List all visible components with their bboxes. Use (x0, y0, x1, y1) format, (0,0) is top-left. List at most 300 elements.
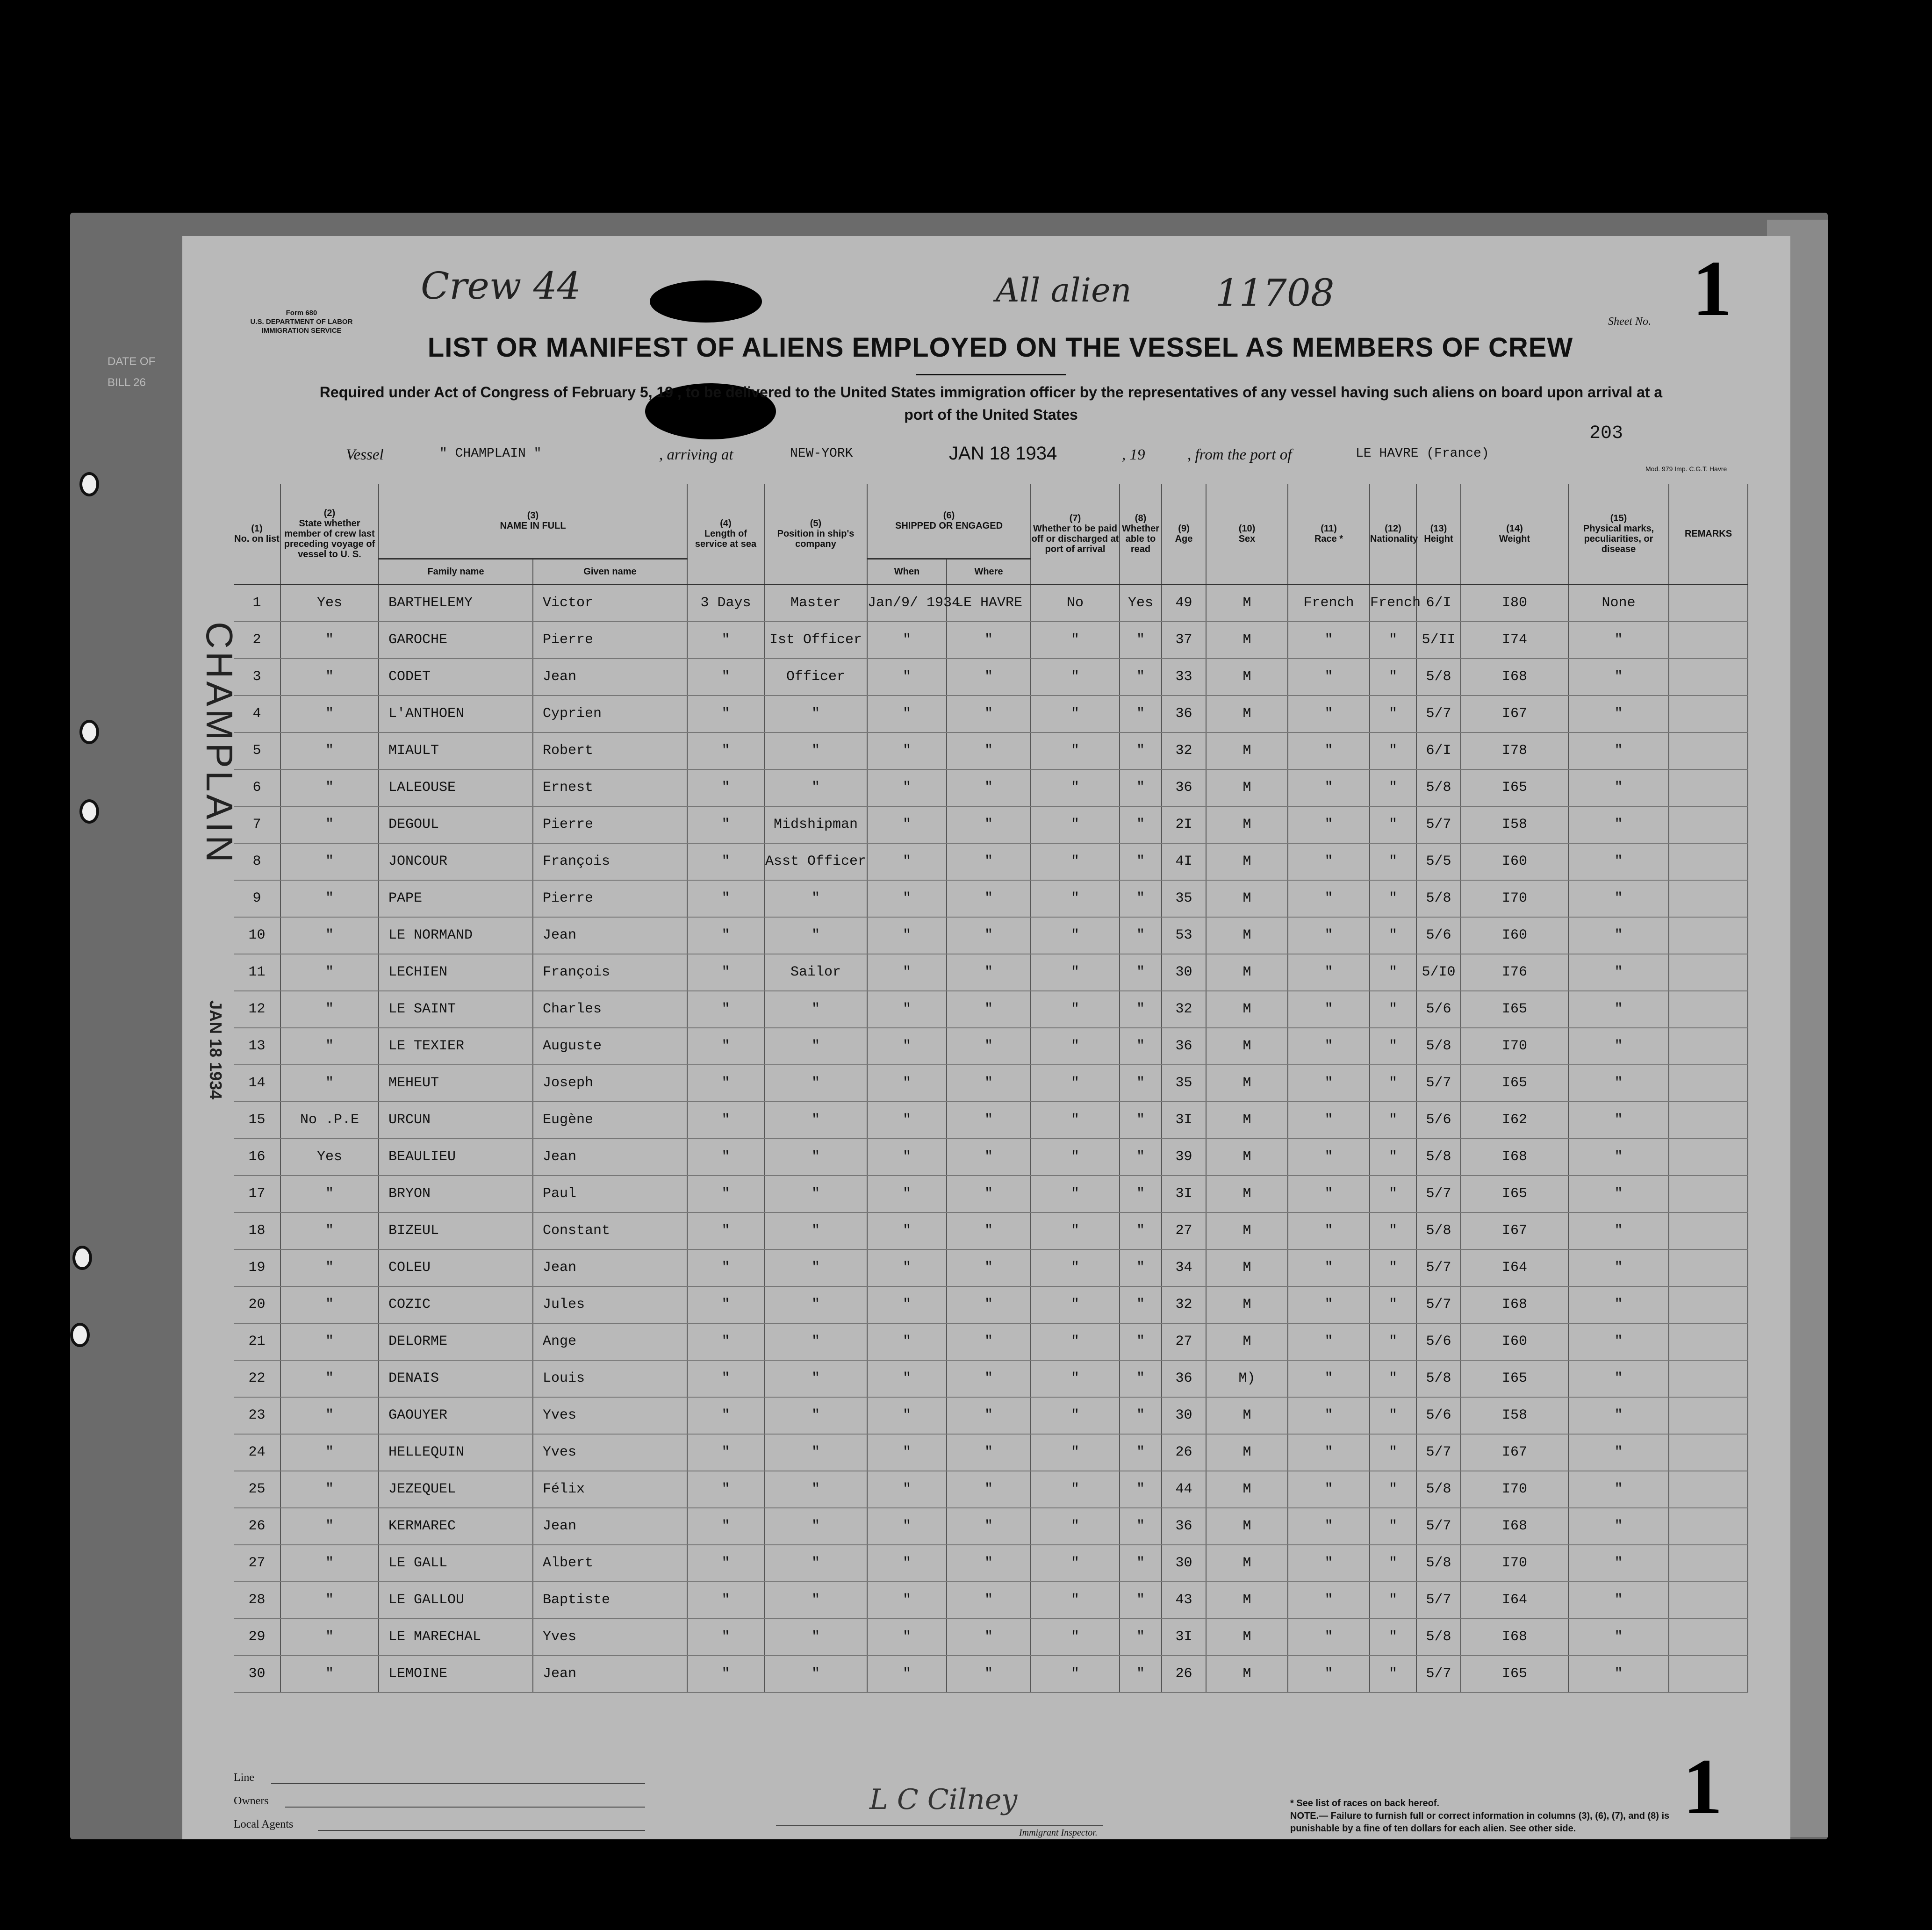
table-row (234, 1286, 1748, 1323)
cell-nat: " (1370, 659, 1416, 696)
cell-when: " (867, 696, 947, 732)
cell-weight: I70 (1461, 1545, 1568, 1582)
cell-nat: " (1370, 917, 1416, 954)
cell-age: 37 (1162, 622, 1206, 659)
cell-nat: " (1370, 1213, 1416, 1249)
cell-sex: M (1206, 1323, 1288, 1360)
cell-remarks (1669, 1582, 1748, 1619)
col-where: Where (947, 559, 1031, 584)
table-row (234, 1323, 1748, 1360)
cell-when: " (867, 622, 947, 659)
inspector-signature: L C Cilney (869, 1783, 1018, 1816)
cell-age: 3I (1162, 1102, 1206, 1139)
cell-nat: " (1370, 954, 1416, 991)
cell-family: COLEU (379, 1249, 533, 1286)
table-row (234, 1028, 1748, 1065)
cell-family: BIZEUL (379, 1213, 533, 1249)
cell-when: " (867, 1360, 947, 1397)
cell-position: Midshipman (764, 806, 867, 843)
cell-race: " (1288, 954, 1370, 991)
cell-remarks (1669, 880, 1748, 917)
cell-race: French (1288, 584, 1370, 622)
cell-weight: I64 (1461, 1582, 1568, 1619)
cell-paid: " (1031, 659, 1120, 696)
cell-paid: " (1031, 1065, 1120, 1102)
cell-service: " (687, 1213, 764, 1249)
cell-nat: " (1370, 1102, 1416, 1139)
cell-weight: I68 (1461, 1508, 1568, 1545)
col-height: (13) Height (1416, 484, 1461, 584)
cell-weight: I65 (1461, 1360, 1568, 1397)
cell-family: LE GALLOU (379, 1582, 533, 1619)
cell-prev: " (280, 1176, 379, 1213)
cell-given: Paul (533, 1176, 687, 1213)
cell-height: 5/II (1416, 622, 1461, 659)
cell-no: 15 (234, 1102, 280, 1139)
cell-sex: M (1206, 1176, 1288, 1213)
cell-marks: " (1568, 769, 1669, 806)
cell-read: " (1120, 1545, 1162, 1582)
cell-sex: M) (1206, 1360, 1288, 1397)
cell-paid: " (1031, 1656, 1120, 1693)
cell-given: Félix (533, 1471, 687, 1508)
cell-where: " (947, 1028, 1031, 1065)
cell-weight: I68 (1461, 659, 1568, 696)
cell-where: " (947, 880, 1031, 917)
cell-service: " (687, 696, 764, 732)
cell-remarks (1669, 1249, 1748, 1286)
table-row (234, 954, 1748, 991)
cell-when: " (867, 1176, 947, 1213)
cell-position: " (764, 1656, 867, 1693)
cell-weight: I68 (1461, 1139, 1568, 1176)
cell-position: " (764, 1545, 867, 1582)
cell-height: 5/6 (1416, 1397, 1461, 1434)
cell-prev: Yes (280, 584, 379, 622)
cell-no: 25 (234, 1471, 280, 1508)
cell-family: DELORME (379, 1323, 533, 1360)
cell-nat: " (1370, 1139, 1416, 1176)
cell-sex: M (1206, 954, 1288, 991)
cell-given: Auguste (533, 1028, 687, 1065)
cell-marks: " (1568, 1139, 1669, 1176)
cell-service: " (687, 991, 764, 1028)
cell-where: " (947, 1102, 1031, 1139)
cell-no: 27 (234, 1545, 280, 1582)
cell-position: " (764, 1323, 867, 1360)
cell-nat: " (1370, 1545, 1416, 1582)
cell-paid: " (1031, 1360, 1120, 1397)
cell-given: Victor (533, 584, 687, 622)
cell-race: " (1288, 1508, 1370, 1545)
cell-marks: " (1568, 1397, 1669, 1434)
cell-read: " (1120, 1360, 1162, 1397)
cell-no: 2 (234, 622, 280, 659)
cell-paid: " (1031, 991, 1120, 1028)
cell-weight: I67 (1461, 1434, 1568, 1471)
cell-service: " (687, 1323, 764, 1360)
cell-prev: " (280, 622, 379, 659)
table-row (234, 1249, 1748, 1286)
cell-sex: M (1206, 584, 1288, 622)
line-field (271, 1783, 645, 1784)
cell-no: 17 (234, 1176, 280, 1213)
table-row (234, 1471, 1748, 1508)
cell-race: " (1288, 732, 1370, 769)
cell-when: " (867, 1213, 947, 1249)
cell-service: " (687, 1619, 764, 1656)
cell-when: " (867, 917, 947, 954)
cell-when: " (867, 732, 947, 769)
cell-position: " (764, 696, 867, 732)
cell-when: " (867, 1508, 947, 1545)
cell-family: LE TEXIER (379, 1028, 533, 1065)
cell-remarks (1669, 1176, 1748, 1213)
from-port-label: , from the port of (1187, 446, 1292, 463)
cell-race: " (1288, 696, 1370, 732)
cell-read: " (1120, 880, 1162, 917)
owners-field (285, 1807, 645, 1808)
cell-marks: " (1568, 806, 1669, 843)
cell-age: 32 (1162, 732, 1206, 769)
redaction-mark (650, 280, 762, 323)
cell-service: " (687, 1434, 764, 1471)
cell-race: " (1288, 1397, 1370, 1434)
cell-given: Robert (533, 732, 687, 769)
cell-where: " (947, 843, 1031, 880)
cell-no: 22 (234, 1360, 280, 1397)
cell-family: LE SAINT (379, 991, 533, 1028)
cell-when: " (867, 659, 947, 696)
cell-height: 5/8 (1416, 1545, 1461, 1582)
cell-marks: " (1568, 843, 1669, 880)
cell-where: " (947, 1360, 1031, 1397)
col-previous-voyage: (2) State whether member of crew last preceding voyage of vessel to U. S. (280, 484, 379, 584)
cell-given: Jules (533, 1286, 687, 1323)
col-remarks: REMARKS (1669, 484, 1748, 584)
line-label: Line (234, 1772, 254, 1784)
cell-race: " (1288, 806, 1370, 843)
table-row (234, 1434, 1748, 1471)
cell-given: Louis (533, 1360, 687, 1397)
cell-family: BEAULIEU (379, 1139, 533, 1176)
departure-port: LE HAVRE (France) (1356, 446, 1489, 461)
cell-no: 6 (234, 769, 280, 806)
vessel-name: " CHAMPLAIN " (439, 446, 542, 461)
cell-given: Jean (533, 1139, 687, 1176)
cell-prev: " (280, 769, 379, 806)
cell-where: " (947, 991, 1031, 1028)
binder-hole (79, 799, 99, 824)
cell-weight: I78 (1461, 732, 1568, 769)
cell-read: " (1120, 1434, 1162, 1471)
cell-height: 5/7 (1416, 1656, 1461, 1693)
cell-remarks (1669, 1434, 1748, 1471)
cell-prev: " (280, 1471, 379, 1508)
cell-age: 3I (1162, 1619, 1206, 1656)
cell-remarks (1669, 732, 1748, 769)
cell-nat: " (1370, 1656, 1416, 1693)
cell-no: 23 (234, 1397, 280, 1434)
cell-remarks (1669, 806, 1748, 843)
col-shipped-engaged: (6) SHIPPED OR ENGAGED (867, 484, 1031, 559)
cell-service: " (687, 917, 764, 954)
cell-paid: " (1031, 1102, 1120, 1139)
cell-no: 14 (234, 1065, 280, 1102)
cell-position: " (764, 732, 867, 769)
cell-family: LALEOUSE (379, 769, 533, 806)
cell-position: Ist Officer (764, 622, 867, 659)
cell-paid: " (1031, 1508, 1120, 1545)
cell-prev: " (280, 1286, 379, 1323)
cell-given: François (533, 843, 687, 880)
cell-position: Asst Officer (764, 843, 867, 880)
cell-read: " (1120, 1065, 1162, 1102)
cell-prev: " (280, 1360, 379, 1397)
cell-nat: " (1370, 806, 1416, 843)
cell-position: Sailor (764, 954, 867, 991)
cell-weight: I70 (1461, 1028, 1568, 1065)
cell-weight: I60 (1461, 843, 1568, 880)
cell-race: " (1288, 1065, 1370, 1102)
table-row (234, 1508, 1748, 1545)
cell-service: " (687, 1545, 764, 1582)
cell-given: Jean (533, 1656, 687, 1693)
cell-age: 27 (1162, 1213, 1206, 1249)
cell-prev: No .P.E (280, 1102, 379, 1139)
cell-read: " (1120, 1249, 1162, 1286)
cell-given: Ange (533, 1323, 687, 1360)
cell-marks: " (1568, 1213, 1669, 1249)
cell-prev: " (280, 1434, 379, 1471)
cell-marks: " (1568, 1323, 1669, 1360)
cell-race: " (1288, 1176, 1370, 1213)
cell-read: " (1120, 659, 1162, 696)
cell-height: 5/7 (1416, 1176, 1461, 1213)
cell-weight: I60 (1461, 917, 1568, 954)
cell-height: 5/7 (1416, 806, 1461, 843)
cell-marks: " (1568, 1582, 1669, 1619)
cell-service: " (687, 1028, 764, 1065)
table-row (234, 769, 1748, 806)
cell-marks: None (1568, 584, 1669, 622)
cell-race: " (1288, 1619, 1370, 1656)
cell-race: " (1288, 1582, 1370, 1619)
cell-age: 27 (1162, 1323, 1206, 1360)
cell-nat: " (1370, 769, 1416, 806)
cell-age: 35 (1162, 880, 1206, 917)
cell-marks: " (1568, 1434, 1669, 1471)
cell-sex: M (1206, 659, 1288, 696)
cell-service: " (687, 1065, 764, 1102)
cell-no: 7 (234, 806, 280, 843)
cell-family: JEZEQUEL (379, 1471, 533, 1508)
cell-given: Pierre (533, 622, 687, 659)
cell-read: " (1120, 1323, 1162, 1360)
cell-prev: " (280, 1582, 379, 1619)
cell-given: Yves (533, 1619, 687, 1656)
cell-age: 30 (1162, 1545, 1206, 1582)
cell-weight: I60 (1461, 1323, 1568, 1360)
cell-family: COZIC (379, 1286, 533, 1323)
cell-position: " (764, 769, 867, 806)
col-weight: (14) Weight (1461, 484, 1568, 584)
cell-where: " (947, 806, 1031, 843)
cell-marks: " (1568, 696, 1669, 732)
cell-family: LE GALL (379, 1545, 533, 1582)
cell-no: 8 (234, 843, 280, 880)
cell-race: " (1288, 1139, 1370, 1176)
cell-where: " (947, 1545, 1031, 1582)
cell-remarks (1669, 1139, 1748, 1176)
cell-age: 36 (1162, 769, 1206, 806)
margin-note: DATE OF (108, 355, 156, 368)
table-row (234, 843, 1748, 880)
cell-where: " (947, 659, 1031, 696)
cell-when: " (867, 1065, 947, 1102)
cell-when: Jan/9/ 1934 (867, 584, 947, 622)
cell-family: PAPE (379, 880, 533, 917)
cell-prev: " (280, 954, 379, 991)
cell-remarks (1669, 843, 1748, 880)
department: U.S. DEPARTMENT OF LABOR (250, 318, 353, 326)
cell-weight: I70 (1461, 1471, 1568, 1508)
cell-height: 5/8 (1416, 1471, 1461, 1508)
cell-family: HELLEQUIN (379, 1434, 533, 1471)
cell-weight: I58 (1461, 806, 1568, 843)
cell-position: " (764, 1582, 867, 1619)
cell-paid: " (1031, 954, 1120, 991)
handwritten-count: 11708 (1215, 271, 1335, 315)
cell-where: " (947, 917, 1031, 954)
cell-where: " (947, 622, 1031, 659)
cell-paid: No (1031, 584, 1120, 622)
cell-where: " (947, 732, 1031, 769)
cell-no: 3 (234, 659, 280, 696)
cell-sex: M (1206, 1582, 1288, 1619)
cell-marks: " (1568, 1545, 1669, 1582)
cell-age: 36 (1162, 696, 1206, 732)
date-stamp: JAN 18 1934 (206, 1000, 225, 1100)
cell-age: 30 (1162, 954, 1206, 991)
cell-family: GAOUYER (379, 1397, 533, 1434)
cell-prev: " (280, 696, 379, 732)
local-agents-field (318, 1830, 645, 1831)
cell-marks: " (1568, 1028, 1669, 1065)
table-row (234, 622, 1748, 659)
cell-paid: " (1031, 1434, 1120, 1471)
cell-read: " (1120, 1102, 1162, 1139)
table-row (234, 1360, 1748, 1397)
cell-family: MIAULT (379, 732, 533, 769)
cell-sex: M (1206, 917, 1288, 954)
corner-sheet-number: 1 (1683, 1743, 1723, 1830)
cell-race: " (1288, 917, 1370, 954)
cell-race: " (1288, 1286, 1370, 1323)
cell-read: " (1120, 769, 1162, 806)
cell-paid: " (1031, 1471, 1120, 1508)
cell-nat: " (1370, 1508, 1416, 1545)
cell-age: 36 (1162, 1508, 1206, 1545)
cell-height: 5/7 (1416, 1582, 1461, 1619)
cell-service: " (687, 769, 764, 806)
page-subtitle (234, 381, 1748, 426)
cell-read: " (1120, 1471, 1162, 1508)
cell-sex: M (1206, 806, 1288, 843)
cell-paid: " (1031, 1582, 1120, 1619)
cell-height: 5/7 (1416, 696, 1461, 732)
cell-weight: I65 (1461, 769, 1568, 806)
subtitle-line: Required under Act of Congress of February 5, 19 , to be delivered to the United States immigration officer by the representatives of any vessel having such aliens on board upon arrival at a (319, 384, 1663, 401)
cell-height: 5/8 (1416, 659, 1461, 696)
cell-sex: M (1206, 1249, 1288, 1286)
table-row (234, 1619, 1748, 1656)
year-label: , 19 (1122, 446, 1145, 463)
cell-height: 5/7 (1416, 1286, 1461, 1323)
col-sex: (10) Sex (1206, 484, 1288, 584)
cell-marks: " (1568, 991, 1669, 1028)
cell-age: 26 (1162, 1656, 1206, 1693)
subtitle-line: port of the United States (904, 406, 1078, 423)
cell-read: " (1120, 991, 1162, 1028)
cell-when: " (867, 1582, 947, 1619)
cell-nat: " (1370, 1249, 1416, 1286)
cell-read: " (1120, 696, 1162, 732)
arriving-label: , arriving at (659, 446, 733, 463)
cell-race: " (1288, 769, 1370, 806)
cell-service: " (687, 622, 764, 659)
cell-weight: I65 (1461, 1065, 1568, 1102)
cell-position: Officer (764, 659, 867, 696)
cell-age: 33 (1162, 659, 1206, 696)
cell-sex: M (1206, 843, 1288, 880)
cell-family: MEHEUT (379, 1065, 533, 1102)
cell-paid: " (1031, 1286, 1120, 1323)
cell-sex: M (1206, 1434, 1288, 1471)
cell-read: " (1120, 1619, 1162, 1656)
cell-no: 1 (234, 584, 280, 622)
title-rule (916, 374, 1066, 375)
cell-height: 5/7 (1416, 1434, 1461, 1471)
cell-race: " (1288, 1471, 1370, 1508)
cell-family: LE MARECHAL (379, 1619, 533, 1656)
cell-height: 5/5 (1416, 843, 1461, 880)
cell-where: " (947, 1323, 1031, 1360)
cell-nat: " (1370, 991, 1416, 1028)
cell-position: " (764, 1176, 867, 1213)
cell-no: 18 (234, 1213, 280, 1249)
cell-remarks (1669, 954, 1748, 991)
cell-where: " (947, 1619, 1031, 1656)
cell-paid: " (1031, 843, 1120, 880)
cell-remarks (1669, 917, 1748, 954)
col-able-to-read: (8) Whether able to read (1120, 484, 1162, 584)
cell-service: " (687, 1656, 764, 1693)
cell-where: " (947, 1213, 1031, 1249)
cell-read: " (1120, 1397, 1162, 1434)
cell-prev: " (280, 880, 379, 917)
cell-prev: " (280, 1397, 379, 1434)
cell-when: " (867, 1323, 947, 1360)
table-row (234, 1397, 1748, 1434)
cell-height: 5/6 (1416, 917, 1461, 954)
cell-sex: M (1206, 732, 1288, 769)
cell-family: LECHIEN (379, 954, 533, 991)
cell-no: 13 (234, 1028, 280, 1065)
cell-nat: " (1370, 1176, 1416, 1213)
cell-position: " (764, 1360, 867, 1397)
cell-paid: " (1031, 806, 1120, 843)
